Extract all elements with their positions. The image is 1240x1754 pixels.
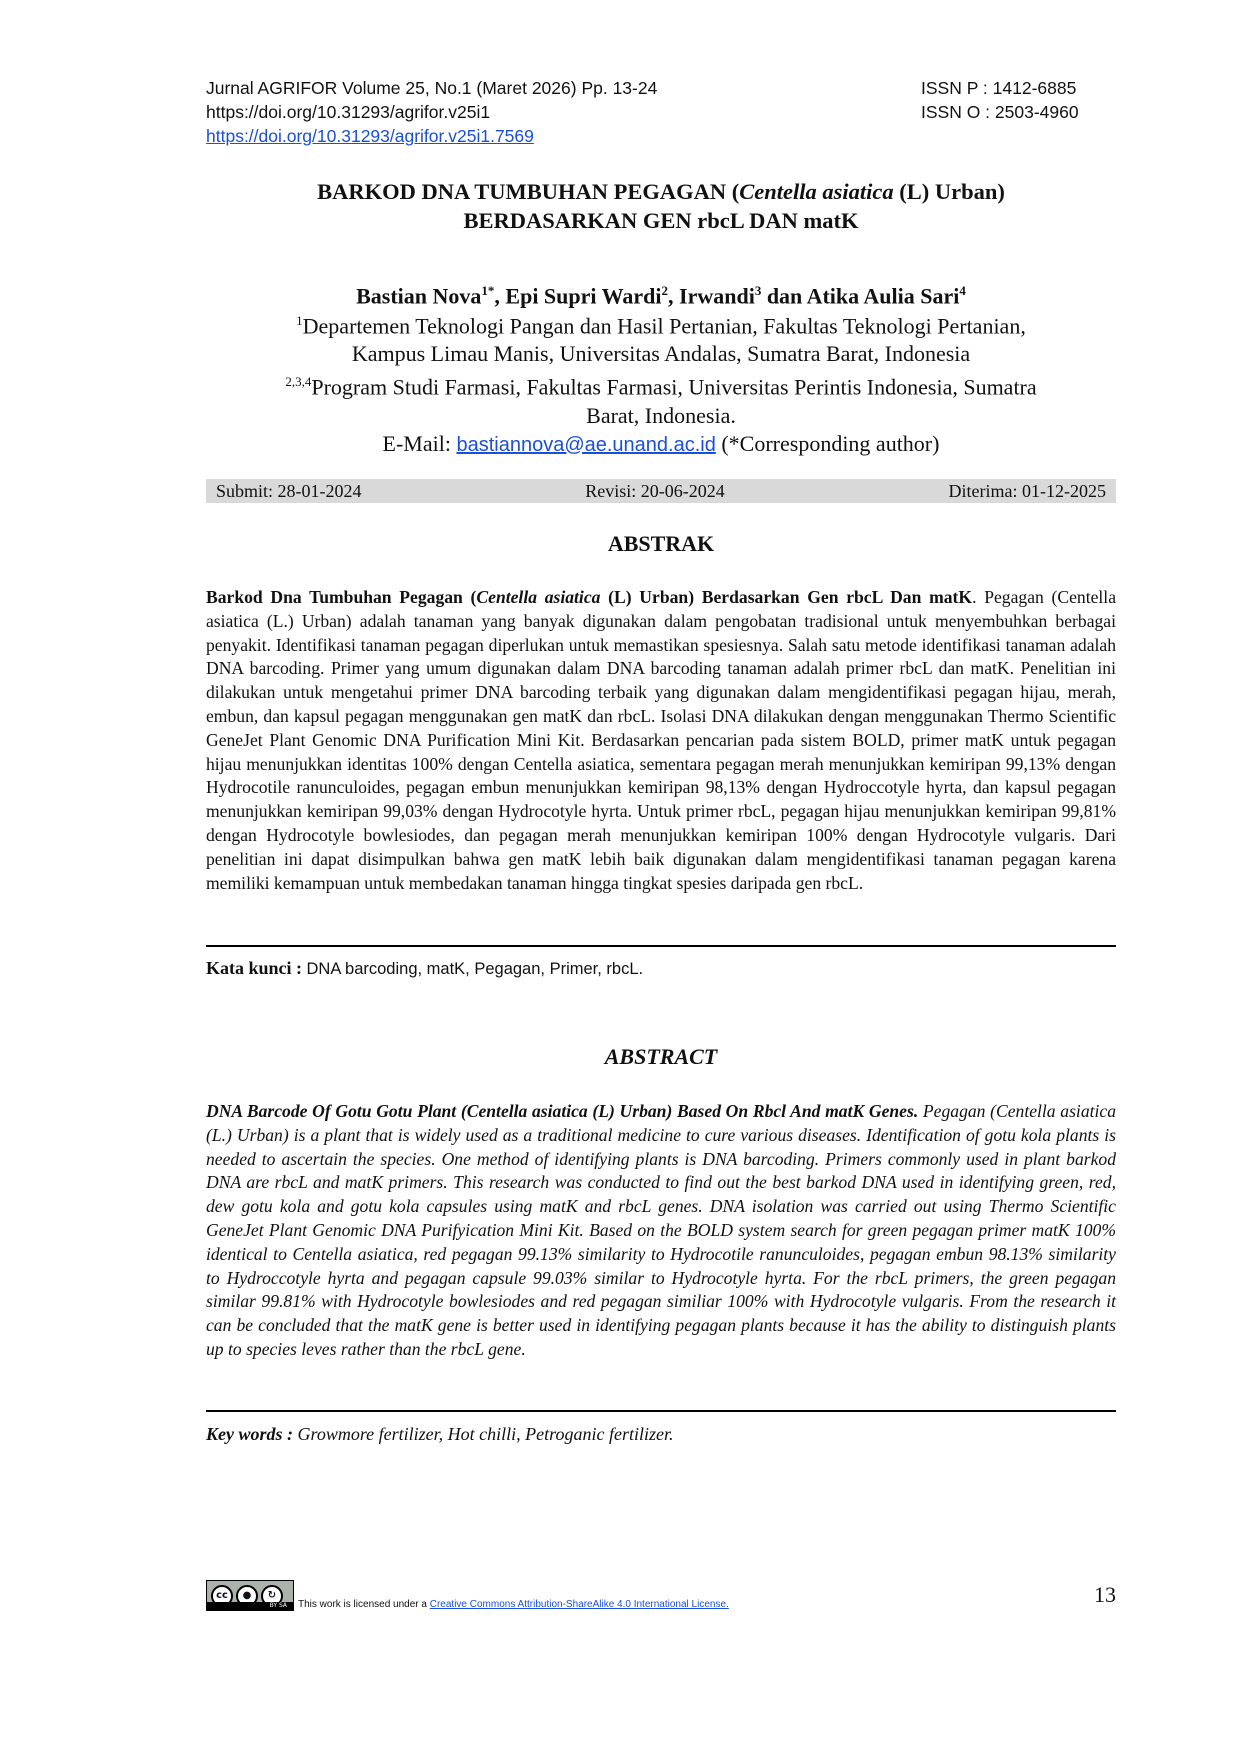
abstract-lead: DNA Barcode Of Gotu Gotu Plant (Centella asiatica (L) Urban) Based On Rbcl And matK Genes. xyxy=(206,1101,919,1121)
title-line-2: BERDASARKAN GEN rbcL DAN matK xyxy=(463,208,859,233)
license-text: This work is licensed under a xyxy=(298,1599,430,1610)
corresponding-note: (*Corresponding author) xyxy=(715,430,940,456)
kata-kunci-values: DNA barcoding, matK, Pegagan, Primer, rbcL. xyxy=(306,960,644,978)
affiliation-sup: 1 xyxy=(296,313,303,328)
header-row-2 xyxy=(206,100,1086,124)
sharealike-icon: ↻ xyxy=(261,1585,283,1607)
affiliations xyxy=(206,307,1116,459)
page-number: 13 xyxy=(1094,1582,1116,1607)
title-part: BARKOD DNA TUMBUHAN PEGAGAN ( xyxy=(317,179,740,204)
author-sup: 4 xyxy=(959,283,966,298)
author-name: dan Atika Aulia Sari xyxy=(761,283,960,309)
header-row-1 xyxy=(206,76,1086,100)
license-note xyxy=(298,1599,729,1610)
email-link[interactable]: bastiannova@ae.unand.ac.id xyxy=(456,433,716,456)
author-name: , Irwandi xyxy=(668,283,755,309)
affiliation-sup: 2,3,4 xyxy=(285,374,312,390)
abstract-heading: ABSTRACT xyxy=(604,1044,718,1069)
cc-license-badge-icon[interactable] xyxy=(206,1580,294,1611)
abstract-text: Pegagan (Centella asiatica (L.) Urban) is a plant that is widely used as a traditional medicine to cure various diseases. Identification of gotu kola plants is needed to ascertain the species. One method of identifying plants is DNA barcoding. Primers commonly used in plant barkod DNA are rbcL and matK primers. This research was conducted to find out the best barkod DNA used in identifying green, red, dew gotu kola and gotu kola capsules using matK and rbcL genes. DNA isolation was carried out using Thermo Scientific GeneJet Plant Genomic DNA Purifyication Mini Kit. Based on the BOLD system search for green pegagan primer matK 100% identical to Centella asiatica, red pegagan 99.13% similarity to Hydrocotile ranunculoides, pegagan embun 98.13% similarity to Hydroccotyle hyrta and pegagan capsule 99.03% similar to Hydrocotyle hyrta. For the rbcL primers, the green pegagan similar 99.81% with Hydrocotyle bowlesiodes and red pegagan similiar 100% with Hydrocotyle vulgaris. From the research it can be concluded that the matK gene is better used in identifying pegagan plants because it has the ability to distinguish plants up to species leves rather than the rbcL gene. xyxy=(206,1101,1116,1359)
contact-email xyxy=(206,430,1116,459)
issn-print: ISSN P : 1412-6885 xyxy=(921,78,1077,98)
kata-kunci xyxy=(206,958,643,979)
by-person-icon: ● xyxy=(236,1585,258,1607)
affiliation-1-cont: Kampus Limau Manis, Universitas Andalas, Sumatra Barat, Indonesia xyxy=(351,341,971,367)
author-name: Bastian Nova xyxy=(356,283,482,309)
kata-kunci-label: Kata kunci : xyxy=(206,958,307,978)
abstrak-body xyxy=(206,586,1116,895)
accepted-date: Diterima: 01-12-2025 xyxy=(948,480,1106,501)
key-words xyxy=(206,1424,673,1445)
abstrak-lead xyxy=(206,587,972,607)
header-row-3 xyxy=(206,124,1086,148)
author-list xyxy=(206,277,1116,310)
title-part: (L) Urban) xyxy=(893,179,1005,204)
license-link[interactable]: Creative Commons Attribution-ShareAlike 4.0 International License. xyxy=(429,1599,729,1610)
affiliation-text: Departemen Teknologi Pangan dan Hasil Pertanian, Fakultas Teknologi Pertanian, xyxy=(302,313,1026,339)
email-label: E-Mail: xyxy=(382,430,457,456)
page-footer xyxy=(206,1580,1116,1620)
title-species: Centella asiatica xyxy=(739,179,894,204)
cc-badge-strip: BY SA xyxy=(207,1602,293,1610)
submit-date: Submit: 28-01-2024 xyxy=(216,480,362,501)
journal-citation: Jurnal AGRIFOR Volume 25, No.1 (Maret 2026) Pp. 13-24 xyxy=(206,78,658,98)
abstrak-lead-part: Barkod Dna Tumbuhan Pegagan ( xyxy=(206,587,477,607)
affiliation-1 xyxy=(206,307,1116,340)
abstrak-divider xyxy=(206,945,1116,947)
abstrak-heading: ABSTRAK xyxy=(607,531,715,556)
title-line-1 xyxy=(206,177,1116,206)
abstract-divider xyxy=(206,1410,1116,1412)
author-name: , Epi Supri Wardi xyxy=(494,283,662,309)
affiliation-text: Program Studi Farmasi, Fakultas Farmasi, Universitas Perintis Indonesia, Sumatra xyxy=(311,374,1037,400)
author-sup: 3 xyxy=(754,283,762,298)
abstrak-lead-part: (L) Urban) Berdasarkan Gen rbcL Dan matK xyxy=(600,587,973,607)
page-header xyxy=(206,76,1086,148)
abstrak-lead-species: Centella asiatica xyxy=(476,587,601,607)
paper-title xyxy=(206,177,1116,235)
abstract-body xyxy=(206,1100,1116,1362)
key-words-label: Key words : xyxy=(206,1424,298,1444)
author-sup: 2 xyxy=(661,283,669,298)
author-sup: 1* xyxy=(481,283,495,298)
abstrak-text: . Pegagan (Centella asiatica (L.) Urban) adalah tanaman yang banyak digunakan dalam pengobatan tradisional untuk menyembuhkan berbagai penyakit. Identifikasi tanaman pegagan diperlukan untuk memastikan spesiesnya. Salah satu metode identifikasi tanaman adalah DNA barcoding. Primer yang umum digunakan dalam DNA barcoding tanaman adalah primer rbcL dan matK. Penelitian ini dilakukan untuk mengetahui primer DNA barcoding terbaik yang digunakan dalam mengidentifikasi pegagan hijau, merah, embun, dan kapsul pegagan menggunakan gen matK dan rbcL. Isolasi DNA dilakukan dengan menggunakan Thermo Scientific GeneJet Plant Genomic DNA Purification Mini Kit. Berdasarkan pencarian pada sistem BOLD, primer matK untuk pegagan hijau menunjukkan identitas 100% dengan Centella asiatica, sementara pegagan merah menunjukkan kemiripan 99,13% dengan Hydrocotile ranunculoides, pegagan embun menunjukkan kemiripan 98,13% dengan Hydroccotyle hyrta, dan kapsul pegagan menunjukkan kemiripan 99,03% dengan Hydrocotyle hyrta. Untuk primer rbcL, pegagan hijau menunjukkan kemiripan 99,81% dengan Hydrocotyle bowlesiodes, dan pegagan merah menunjukkan kemiripan 100% dengan Hydrocotyle vulgaris. Dari penelitian ini dapat disimpulkan bahwa gen matK lebih baik digunakan dalam mengidentifikasi tanaman pegagan karena memiliki kemampuan untuk membedakan tanaman hingga tingkat spesies daripada gen rbcL. xyxy=(206,587,1116,893)
cc-icon: cc xyxy=(211,1585,233,1607)
revision-date: Revisi: 20-06-2024 xyxy=(585,480,725,501)
article-doi-link[interactable]: https://doi.org/10.31293/agrifor.v25i1.7569 xyxy=(206,126,534,146)
key-words-values: Growmore fertilizer, Hot chilli, Petroganic fertilizer. xyxy=(297,1424,674,1444)
affiliation-2 xyxy=(206,368,1116,401)
affiliation-2-cont: Barat, Indonesia. xyxy=(586,402,736,428)
volume-doi: https://doi.org/10.31293/agrifor.v25i1 xyxy=(206,102,491,122)
submission-dates-bar xyxy=(206,479,1116,503)
issn-online: ISSN O : 2503-4960 xyxy=(921,102,1079,122)
